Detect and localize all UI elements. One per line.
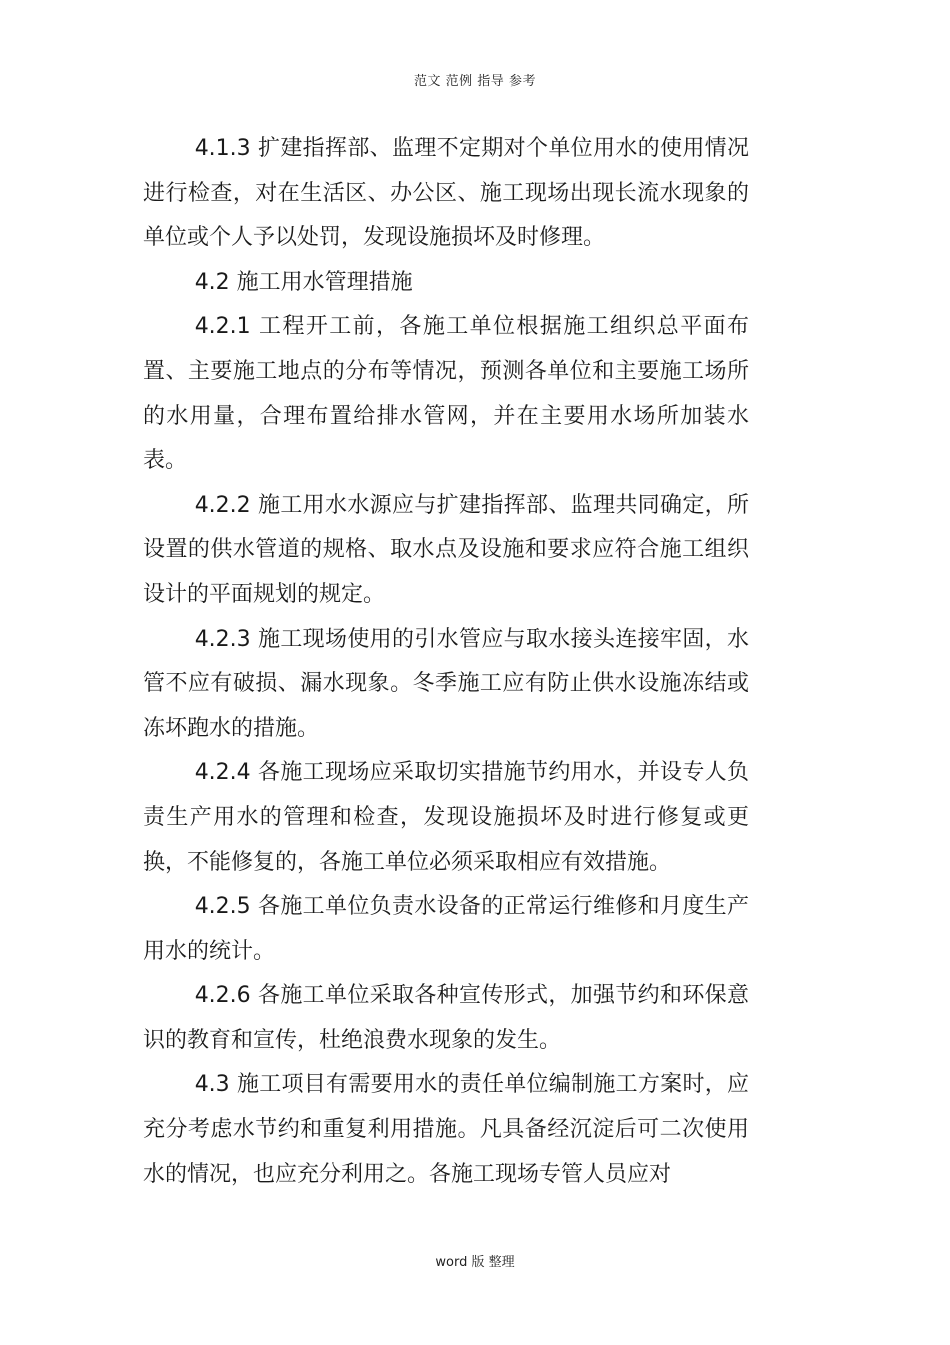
page-header: 范文 范例 指导 参考 bbox=[414, 74, 536, 89]
section-heading-4-2: 4.2 施工用水管理措施 bbox=[194, 269, 413, 295]
paragraph-4-2-6: 4.2.6 各施工单位采取各种宣传形式，加强节约和环保意识的教育和宣传，杜绝浪费水现象的发生。 bbox=[143, 983, 749, 1053]
paragraph-4-2-2: 4.2.2 施工用水水源应与扩建指挥部、监理共同确定，所设置的供水管道的规格、取水点及设施和要求应符合施工组织设计的平面规划的规定。 bbox=[143, 492, 749, 607]
document-body bbox=[143, 127, 749, 1197]
paragraph-4-3: 4.3 施工项目有需要用水的责任单位编制施工方案时，应充分考虑水节约和重复利用措施。凡具备经沉淀后可二次使用水的情况，也应充分利用之。各施工现场专管人员应对 bbox=[143, 1072, 749, 1187]
paragraph-4-2-3: 4.2.3 施工现场使用的引水管应与取水接头连接牢固，水管不应有破损、漏水现象。冬季施工应有防止供水设施冻结或冻坏跑水的措施。 bbox=[143, 626, 749, 741]
page-footer: word 版 整理 bbox=[435, 1255, 515, 1270]
paragraph-4-1-3: 4.1.3 扩建指挥部、监理不定期对个单位用水的使用情况进行检查，对在生活区、办公区、施工现场出现长流水现象的单位或个人予以处罚，发现设施损坏及时修理。 bbox=[143, 136, 749, 251]
paragraph-4-2-5: 4.2.5 各施工单位负责水设备的正常运行维修和月度生产用水的统计。 bbox=[143, 894, 749, 964]
paragraph-4-2-4: 4.2.4 各施工现场应采取切实措施节约用水，并设专人负责生产用水的管理和检查，发现设施损坏及时进行修复或更换，不能修复的，各施工单位必须采取相应有效措施。 bbox=[143, 760, 749, 875]
paragraph-4-2-1: 4.2.1 工程开工前，各施工单位根据施工组织总平面布置、主要施工地点的分布等情况，预测各单位和主要施工场所的水用量，合理布置给排水管网，并在主要用水场所加装水表。 bbox=[143, 314, 749, 474]
